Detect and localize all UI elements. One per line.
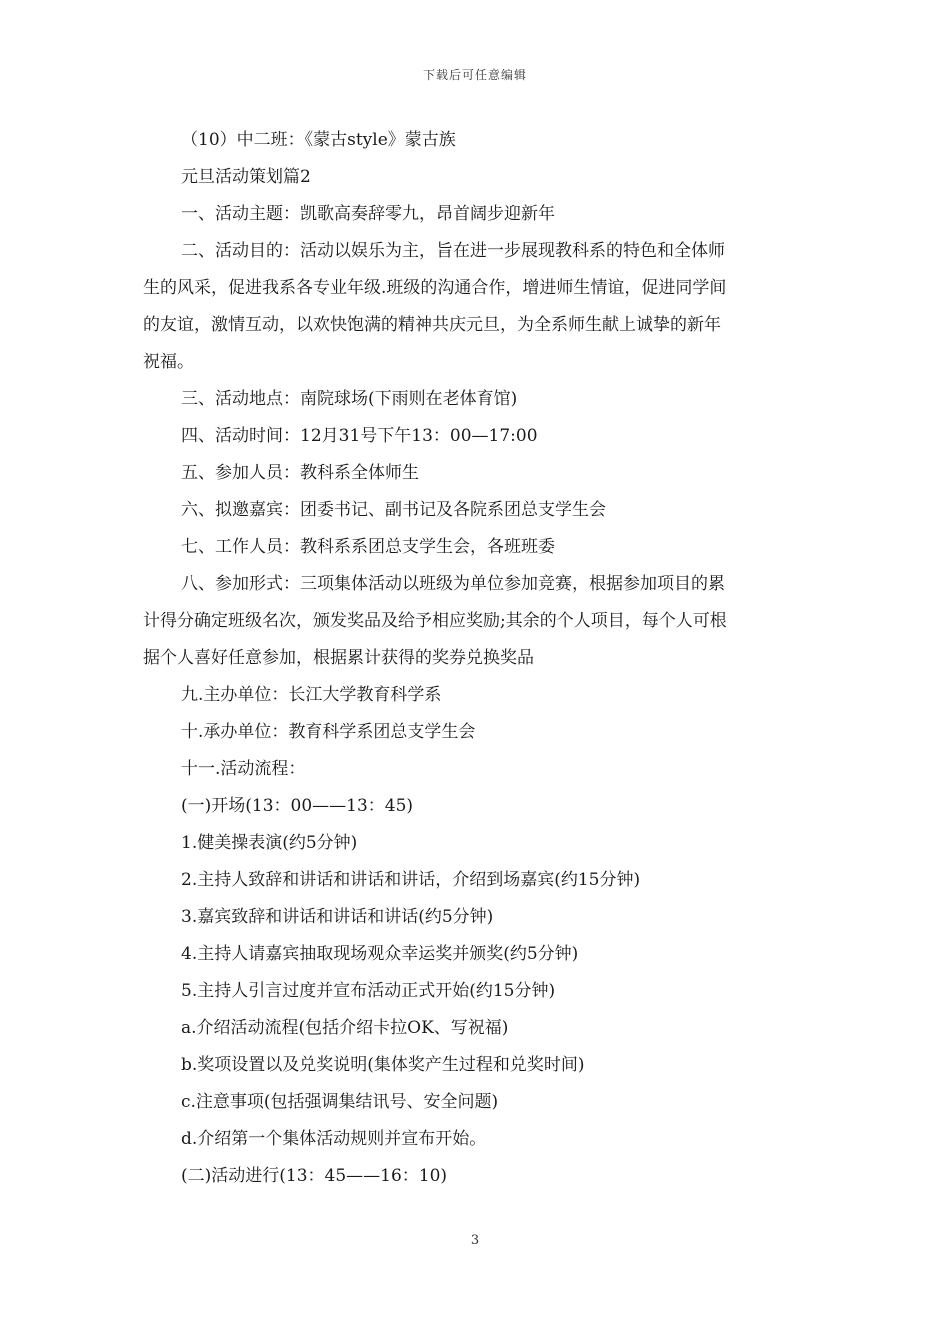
text-line: 2.主持人致辞和讲话和讲话和讲话，介绍到场嘉宾(约15分钟): [181, 870, 641, 890]
text-line: 生的风采，促进我系各专业年级.班级的沟通合作，增进师生情谊，促进同学间: [143, 278, 727, 298]
document-body: [143, 122, 809, 1195]
text-line: 5.主持人引言过度并宣布活动正式开始(约15分钟): [181, 981, 556, 1001]
page-header: 下载后可任意编辑: [422, 68, 527, 82]
text-line: 六、拟邀嘉宾：团委书记、副书记及各院系团总支学生会: [181, 500, 606, 520]
text-line: 的友谊，激情互动，以欢快饱满的精神共庆元旦，为全系师生献上诚挚的新年: [143, 315, 721, 335]
text-line: (二)活动进行(13：45——16：10): [181, 1166, 448, 1186]
text-line: b.奖项设置以及兑奖说明(集体奖产生过程和兑奖时间): [181, 1055, 585, 1075]
text-line: 七、工作人员：教科系系团总支学生会，各班班委: [181, 537, 555, 557]
text-line: 九.主办单位：长江大学教育科学系: [181, 685, 442, 705]
text-line: 计得分确定班级名次，颁发奖品及给予相应奖励;其余的个人项目，每个人可根: [143, 611, 727, 631]
text-line: 十一.活动流程：: [181, 759, 306, 779]
text-line: （10）中二班：《蒙古style》蒙古族: [181, 130, 456, 150]
text-line: (一)开场(13：00——13：45): [181, 796, 414, 816]
text-line: d.介绍第一个集体活动规则并宣布开始。: [181, 1129, 487, 1149]
text-line: 1.健美操表演(约5分钟): [181, 833, 358, 853]
text-line: 据个人喜好任意参加，根据累计获得的奖券兑换奖品: [143, 648, 534, 668]
text-line: 4.主持人请嘉宾抽取现场观众幸运奖并颁奖(约5分钟): [181, 944, 579, 964]
text-line: 十.承办单位：教育科学系团总支学生会: [181, 722, 476, 742]
text-line: a.介绍活动流程(包括介绍卡拉OK、写祝福): [181, 1018, 509, 1038]
text-line: 祝福。: [143, 352, 194, 372]
text-line: 二、活动目的：活动以娱乐为主，旨在进一步展现教科系的特色和全体师: [181, 241, 725, 261]
text-line: 五、参加人员：教科系全体师生: [181, 463, 419, 483]
text-line: 八、参加形式：三项集体活动以班级为单位参加竞赛，根据参加项目的累: [181, 574, 725, 594]
text-line: 一、活动主题：凯歌高奏辞零九，昂首阔步迎新年: [181, 204, 555, 224]
page-number: 3: [470, 1233, 480, 1248]
text-line: 元旦活动策划篇2: [181, 167, 311, 187]
text-line: 三、活动地点：南院球场(下雨则在老体育馆): [181, 389, 518, 409]
text-line: 四、活动时间：12月31号下午13：00—17:00: [181, 426, 538, 446]
text-line: 3.嘉宾致辞和讲话和讲话和讲话(约5分钟): [181, 907, 494, 927]
text-line: c.注意事项(包括强调集结讯号、安全问题): [181, 1092, 499, 1112]
